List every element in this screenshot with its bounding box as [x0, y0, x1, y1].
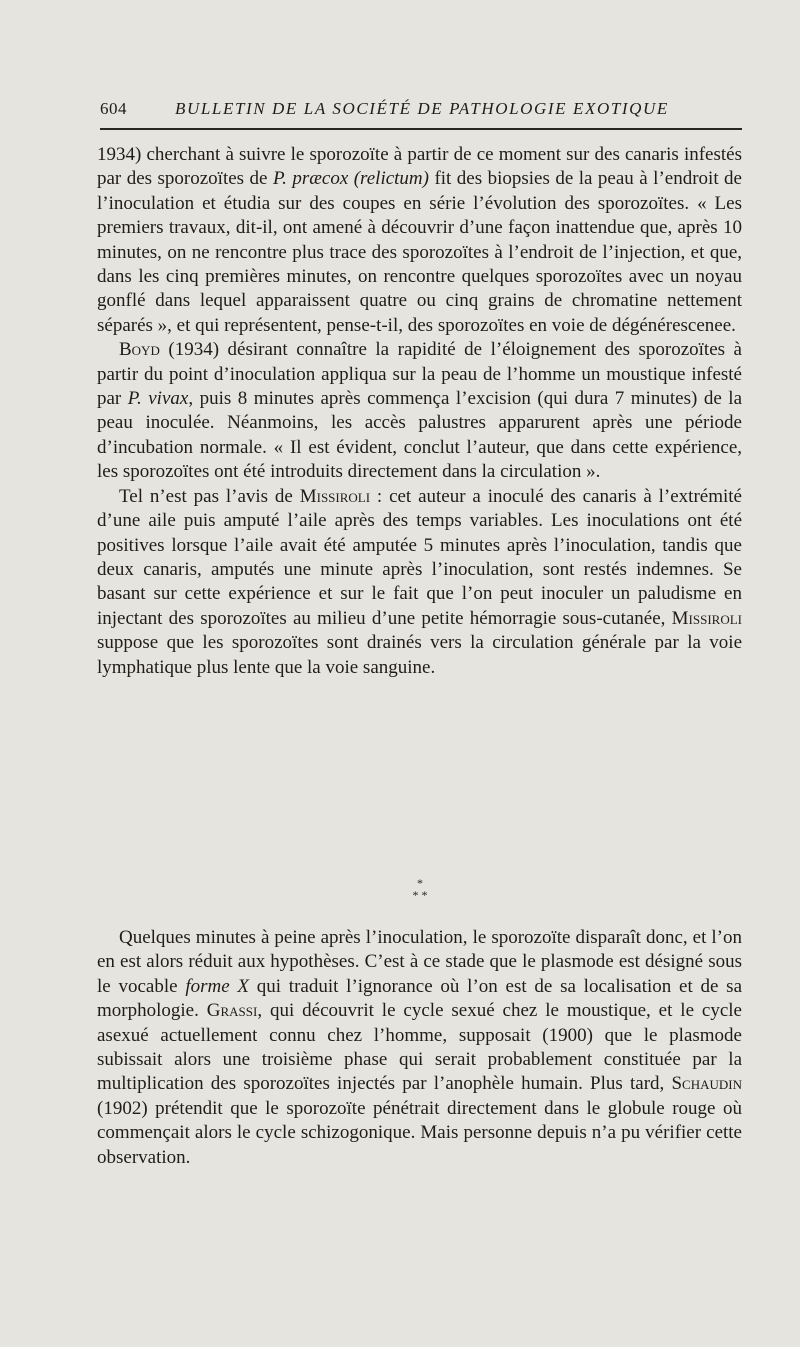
- author-name: Missiroli: [299, 485, 371, 507]
- author-name: Boyd: [119, 339, 160, 361]
- paragraph-1-text-b: fit des biopsies de la peau à l’endroit de l’inoculation et étudia sur des coupes en série l’évolution des sporozoïtes. « Les premiers travaux, dit-il, ont amené à découvrir d’une façon inattendue que, après 10 minutes, on ne rencontre plus trace des sporozoïtes à l’endroit de l’injection, et que, dans les cinq premières minutes, on rencontre quelques sporozoïtes avec un noyau gonflé dans lequel apparaissent quatre ou cinq grains de chromatine nettement séparés », et qui représentent, pense-t-il, des sporozoïtes en voie de dégénérescenee.: [97, 168, 742, 336]
- header-rule: [100, 128, 742, 130]
- paragraph-4-text-d: (1902) prétendit que le sporozoïte pénétrait directement dans le globule rouge où commençait alors le cycle schizogonique. Mais personne depuis n’a pu vérifier cette observation.: [97, 1097, 742, 1168]
- species-name: P. præcox (relictum): [272, 168, 429, 190]
- paragraph-4: [97, 926, 742, 1170]
- running-title: BULLETIN DE LA SOCIÉTÉ DE PATHOLOGIE EXOTIQUE: [175, 99, 669, 118]
- paragraph-2: [97, 338, 742, 484]
- paragraph-4-text-a: Quelques minutes à peine après l’inoculation, le sporozoïte disparaît donc, et l’on en est alors réduit aux hypothèses. C’est à ce stade que le plasmode est désigné sous le vocable: [97, 927, 742, 997]
- page-number: 604: [100, 99, 127, 118]
- paragraph-1: [97, 143, 742, 338]
- author-name: Grassi: [206, 1000, 258, 1022]
- asterism-bottom: * *: [412, 888, 428, 902]
- paragraph-2-text-b: , puis 8 minutes après commença l’excision (qui dura 7 minutes) de la peau inoculée. Néanmoins, les accès palustres apparurent après une période d’incubation normale. « Il est évident, conclut l’auteur, que dans cette expérience, les sporozoïtes ont été introduits directement dans la circulation ».: [97, 388, 742, 483]
- section-asterism: [400, 877, 440, 907]
- paragraph-2-text-a: (1934) désirant connaître la rapidité de l’éloignement des sporozoïtes à partir du point d’inoculation appliqua sur la peau de l’homme un moustique infesté par: [97, 339, 742, 410]
- author-name: Schaudin: [671, 1073, 742, 1095]
- paragraph-4-text-c: , qui découvrit le cycle sexué chez le moustique, et le cycle asexué actuellement connu chez l’homme, supposait (1900) que le plasmode subissait alors une troisième phase qui serait probablement constituée par la multiplication des sporozoïtes injectés par l’anophèle humain. Plus tard,: [97, 1000, 742, 1095]
- text-block-2: [97, 926, 742, 1170]
- asterism-top: *: [417, 876, 423, 890]
- paragraph-3-text-a: Tel n’est pas l’avis de: [119, 485, 300, 507]
- paragraph-3: [97, 485, 742, 680]
- paragraph-4-text-b: qui traduit l’ignorance où l’on est de sa localisation et de sa morphologie.: [97, 975, 743, 1022]
- term-forme-x: forme X: [185, 975, 250, 997]
- species-name: P. vivax: [127, 388, 189, 410]
- paragraph-3-text-b: : cet auteur a inoculé des canaris à l’extrémité d’une aile puis amputé l’aile après des temps variables. Les inoculations ont été positives lorsque l’aile avait été amputée 5 minutes après l’inoculation, tandis que deux canaris, amputés une minute après l’inoculation, sont restés indemnes. Se basant sur cette expérience et sur le fait que l’on peut inoculer un paludisme en injectant des sporozoïtes au milieu d’une petite hémorragie sous-cutanée,: [97, 485, 742, 629]
- paragraph-3-text-c: suppose que les sporozoïtes sont drainés vers la circulation générale par la voie lymphatique plus lente que la voie sanguine.: [97, 632, 742, 678]
- author-name: Missiroli: [671, 607, 742, 629]
- page-header: [100, 99, 742, 125]
- paragraph-1-text-a: 1934) cherchant à suivre le sporozoïte à partir de ce moment sur des canaris infestés par des sporozoïtes de: [97, 144, 742, 190]
- text-block-1: [97, 143, 742, 680]
